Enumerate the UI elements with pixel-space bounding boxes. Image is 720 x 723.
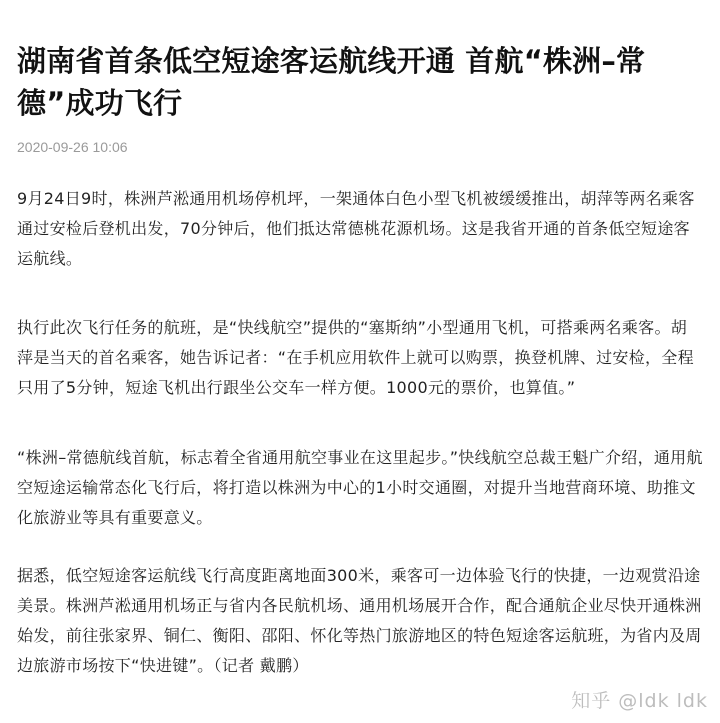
article-paragraph: “株洲–常德航线首航，标志着全省通用航空事业在这里起步。”快线航空总裁王魁广介绍，通用航空短途运输常态化飞行后，将打造以株洲为中心的1小时交通圈，对提升当地营商环境、助推文化旅游业等具有重要意义。	[17, 448, 703, 527]
article-paragraph: 据悉，低空短途客运航线飞行高度距离地面300米，乘客可一边体验飞行的快捷，一边观赏沿途美景。株洲芦淞通用机场正与省内各民航机场、通用机场展开合作，配合通航企业尽快开通株洲始发，前往张家界、铜仁、衡阳、邵阳、怀化等热门旅游地区的特色短途客运航班，为省内及周边旅游市场按下“快进键”。（记者 戴鹏）	[17, 566, 702, 675]
zhihu-watermark: 知乎 @ldk ldk	[571, 690, 708, 712]
article-paragraph: 执行此次飞行任务的航班，是“快线航空”提供的“塞斯纳”小型通用飞机，可搭乘两名乘客。胡萍是当天的首名乘客，她告诉记者：“在手机应用软件上就可以购票，换登机牌、过安检，全程只用了5分钟，短途飞机出行跟坐公交车一样方便。1000元的票价，也算值。”	[17, 318, 694, 397]
article-paragraph: 9月24日9时，株洲芦淞通用机场停机坪，一架通体白色小型飞机被缓缓推出，胡萍等两名乘客通过安检后登机出发，70分钟后，他们抵达常德桃花源机场。这是我省开通的首条低空短途客运航线。	[17, 189, 695, 268]
article-title: 湖南省首条低空短途客运航线开通 首航“株洲–常德”成功飞行	[17, 44, 646, 120]
publish-date: 2020-09-26 10:06	[17, 139, 128, 155]
article	[17, 40, 707, 675]
